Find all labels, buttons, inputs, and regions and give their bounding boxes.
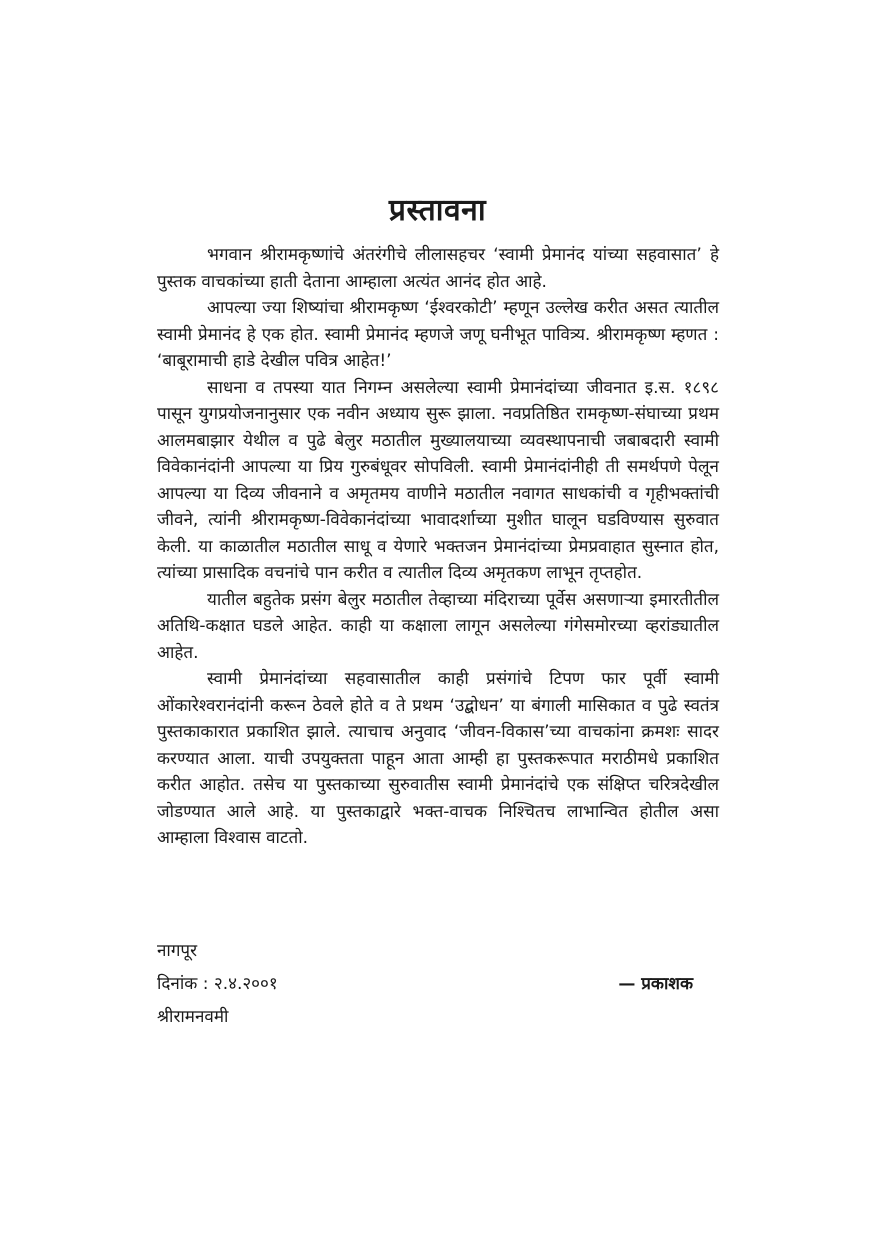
date: दिनांक : २.४.२००१ — [157, 974, 278, 994]
paragraph: आपल्या ज्या शिष्यांचा श्रीरामकृष्ण ‘ईश्वरकोटी’ म्हणून उल्लेख करीत असत त्यातील स्वामी प्रेमानंद हे एक होत. स्वामी प्रेमानंद म्हणजे जणू घनीभूत पावित्र्य. श्रीरामकृष्ण म्हणत : ‘बाबूरामाची हाडे देखील पवित्र आहेत!’ — [157, 298, 719, 371]
occasion: श्रीरामनवमी — [157, 1007, 229, 1027]
publisher-signature: — प्रकाशक — [618, 974, 693, 994]
paragraph: स्वामी प्रेमानंदांच्या सहवासातील काही प्रसंगांचे टिपण फार पूर्वी स्वामी ओंकारेश्वरानंदांनी करून ठेवले होते व ते प्रथम ‘उद्बोधन’ या बंगाली मासिकात व पुढे स्वतंत्र पुस्तकाकारात प्रकाशित झाले. त्याचाच अनुवाद ‘जीवन-विकास’च्या वाचकांना क्रमशः सादर करण्यात आला. याची उपयुक्तता पाहून आता आम्ही हा पुस्तकरूपात मराठीमधे प्रकाशित करीत आहोत. तसेच या पुस्तकाच्या सुरुवातीस स्वामी प्रेमानंदांचे एक संक्षिप्त चरित्रदेखील जोडण्यात आले आहे. या पुस्तकाद्वारे भक्त-वाचक निश्चितच लाभान्वित होतील असा आम्हाला विश्वास वाटतो. — [157, 669, 719, 848]
preface-body — [157, 242, 719, 852]
paragraph: भगवान श्रीरामकृष्णांचे अंतरंगीचे लीलासहचर ‘स्वामी प्रेमानंद यांच्या सहवासात’ हे पुस्तक वाचकांच्या हाती देताना आम्हाला अत्यंत आनंद होत आहे. — [157, 245, 719, 292]
paragraph: यातील बहुतेक प्रसंग बेलुर मठातील तेव्हाच्या मंदिराच्या पूर्वेस असणाऱ्या इमारतीतील अतिथि-कक्षात घडले आहेत. काही या कक्षाला लागून असलेल्या गंगेसमोरच्या व्हरांड्यातील आहेत. — [157, 589, 719, 663]
page-title: प्रस्तावना — [388, 193, 487, 228]
date-row — [157, 968, 719, 1001]
place: नागपूर — [157, 941, 198, 961]
paragraph: साधना व तपस्या यात निगम्न असलेल्या स्वामी प्रेमानंदांच्या जीवनात इ.स. १८९८ पासून युगप्रयोजनानुसार एक नवीन अध्याय सुरू झाला. नवप्रतिष्ठित रामकृष्ण-संघाच्या प्रथम आलमबाझार येथील व पुढे बेलुर मठातील मुख्यालयाच्या व्यवस्थापनाची जबाबदारी स्वामी विवेकानंदांनी आपल्या या प्रिय गुरुबंधूवर सोपविली. स्वामी प्रेमानंदांनीही ती समर्थपणे पेलून आपल्या या दिव्य जीवनाने व अमृतमय वाणीने मठातील नवागत साधकांची व गृहीभक्तांची जीवने, त्यांनी श्रीरामकृष्ण-विवेकानंदांच्या भावादर्शाच्या मुशीत घालून घडविण्यास सुरुवात केली. या काळातील मठातील साधू व येणारे भक्तजन प्रेमानंदांच्या प्रेमप्रवाहात सुस्नात होत, त्यांच्या प्रासादिक वचनांचे पान करीत व त्यातील दिव्य अमृतकण लाभून तृप्तहोत. — [157, 377, 719, 583]
signature-block — [157, 935, 719, 1034]
